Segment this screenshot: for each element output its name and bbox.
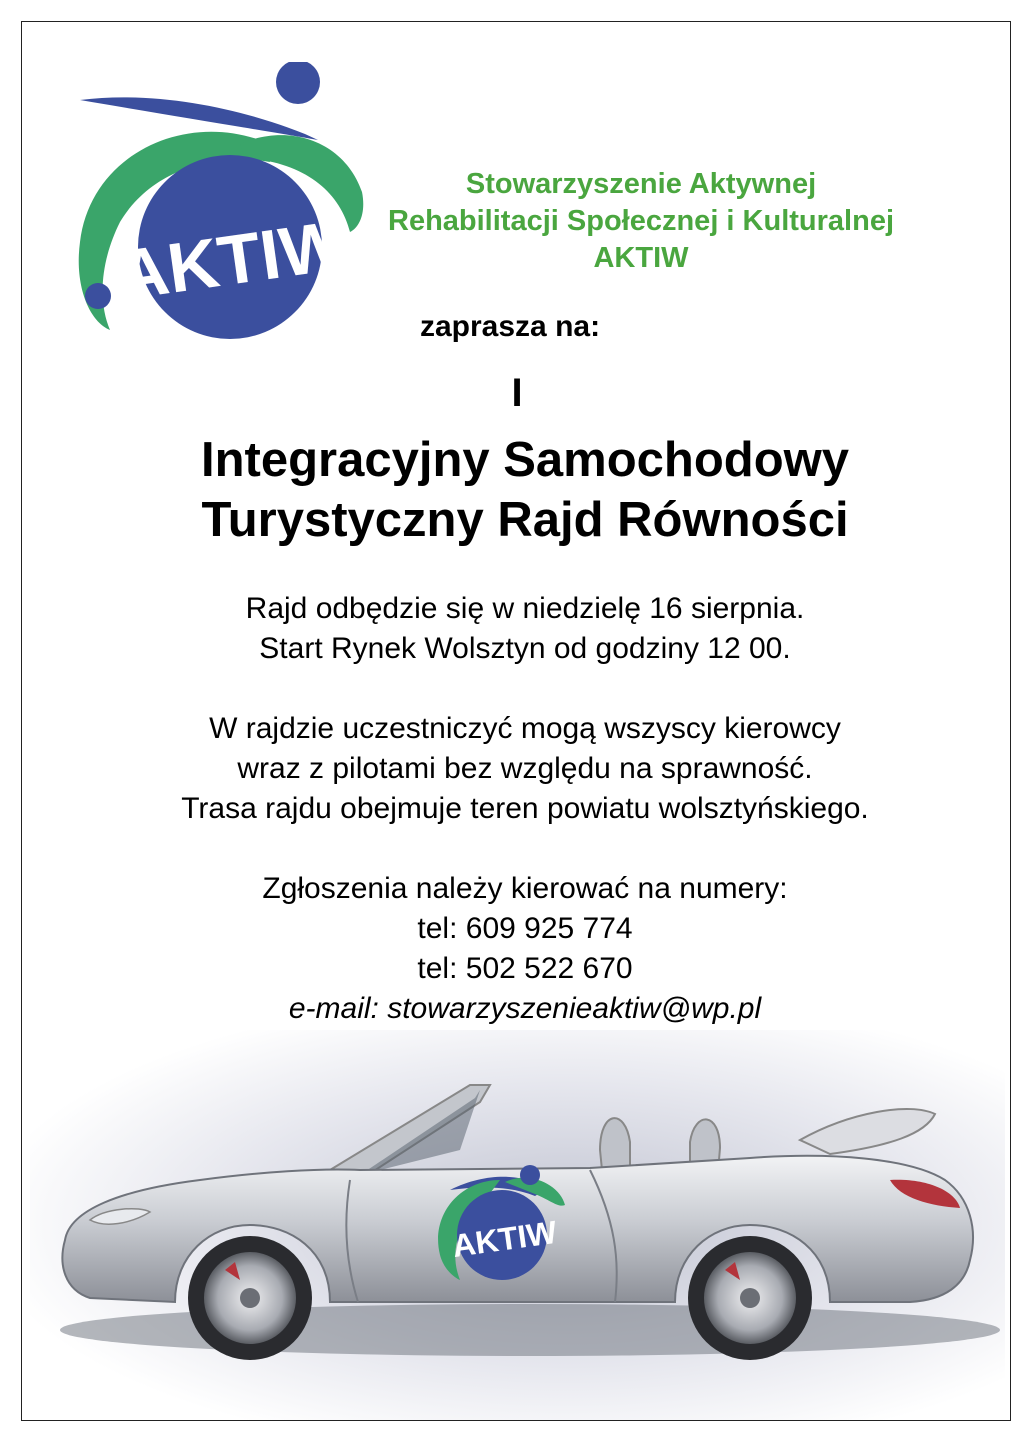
aktiw-logo xyxy=(70,62,370,352)
details-line-1: Rajd odbędzie się w niedzielę 16 sierpnia. xyxy=(245,592,805,625)
details-line-2: Start Rynek Wolsztyn od godziny 12 00. xyxy=(259,632,791,665)
event-number: I xyxy=(511,371,523,415)
title-line-2: Turystyczny Rajd Równości xyxy=(201,493,849,547)
logo-text: AKTIW xyxy=(112,205,351,315)
organization-name xyxy=(330,166,952,277)
event-details xyxy=(40,589,1010,669)
phone-2: tel: 502 522 670 xyxy=(417,952,633,985)
participants-line-1: W rajdzie uczestniczyć mogą wszyscy kierowcy xyxy=(209,712,841,745)
car-illustration xyxy=(30,1030,1005,1420)
participants-info xyxy=(40,709,1010,829)
invite-text: zaprasza na: xyxy=(420,310,601,343)
title-line-1: Integracyjny Samochodowy xyxy=(200,433,850,487)
email-address: e-mail: stowarzyszenieaktiw@wp.pl xyxy=(288,992,762,1025)
event-title xyxy=(40,430,1010,550)
org-line-2: Rehabilitacji Społecznej i Kulturalnej xyxy=(388,205,894,237)
org-line-1: Stowarzyszenie Aktywnej xyxy=(465,168,817,200)
contact-intro: Zgłoszenia należy kierować na numery: xyxy=(262,872,788,905)
phone-1: tel: 609 925 774 xyxy=(417,912,633,945)
contact-info xyxy=(40,869,1010,1029)
org-line-3: AKTIW xyxy=(593,242,689,274)
participants-line-2: wraz z pilotami bez względu na sprawność. xyxy=(237,752,813,785)
participants-line-3: Trasa rajdu obejmuje teren powiatu wolsztyńskiego. xyxy=(181,792,869,825)
door-logo-text: AKTIW xyxy=(450,1213,559,1265)
